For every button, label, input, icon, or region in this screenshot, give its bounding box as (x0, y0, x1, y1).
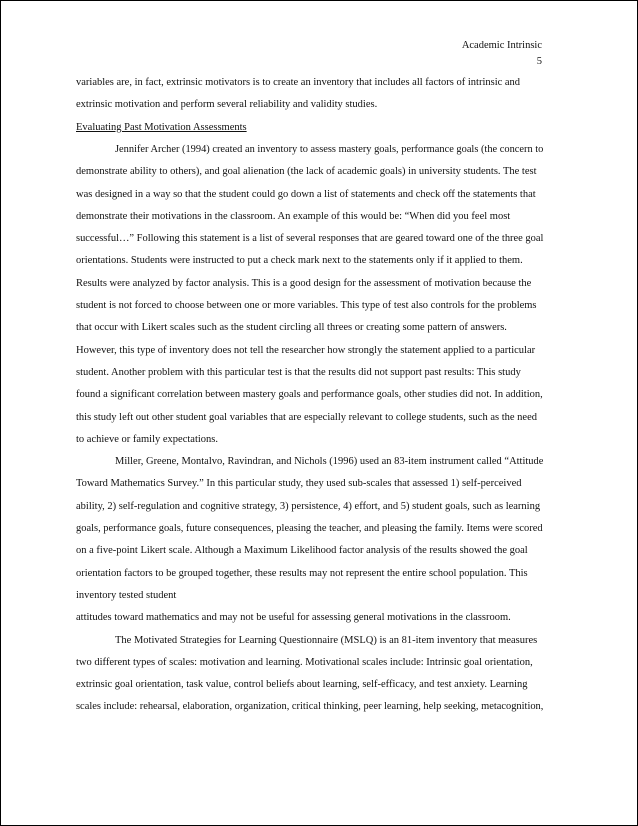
body-line: that occur with Likert scales such as the student circling all threes or creating some pattern of answers. (76, 322, 507, 334)
body-line: inventory tested student (76, 589, 177, 601)
body-line: student is not forced to choose between one or more variables. This type of test also controls for the problems (76, 300, 537, 311)
body-line: scales include: rehearsal, elaboration, organization, critical thinking, peer learning, help seeking, metacognition, (76, 701, 544, 713)
body-line: extrinsic goal orientation, task value, control beliefs about learning, self-efficacy, and test anxiety. Learning (76, 679, 528, 691)
running-head-title: Academic Intrinsic (461, 40, 542, 51)
body-line: The Motivated Strategies for Learning Questionnaire (MSLQ) is an 81-item inventory that measures (115, 634, 538, 646)
body-line: to achieve or family expectations. (76, 433, 218, 445)
section-heading: Evaluating Past Motivation Assessments (76, 121, 247, 133)
body-line: extrinsic motivation and perform several reliability and validity studies. (76, 99, 378, 111)
body-line: was designed in a way so that the student could go down a list of statements and check off the statements that (76, 188, 536, 200)
body-line: ability, 2) self-regulation and cognitive strategy, 3) persistence, 4) effort, and 5) student goals, such as learning (76, 500, 541, 512)
body-line: Results were analyzed by factor analysis. This is a good design for the assessment of motivation because the (76, 277, 532, 289)
body-line: demonstrate ability to others), and goal alienation (the lack of academic goals) in university students. The test (76, 166, 537, 178)
body-line: Miller, Greene, Montalvo, Ravindran, and Nichols (1996) used an 83-item instrument called “Attitude (115, 456, 544, 468)
body-line: successful…” Following this statement is a list of several responses that are geared toward one of the three goal (76, 233, 544, 245)
body-line: found a significant correlation between mastery goals and performance goals, other studies did not. In addition, (76, 389, 543, 401)
body-line: demonstrate their motivations in the classroom. An example of this would be: “When did you feel most (76, 210, 511, 222)
body-line: two different types of scales: motivation and learning. Motivational scales include: Intrinsic goal orientation, (76, 656, 533, 668)
body-line: Toward Mathematics Survey.” In this particular study, they used sub-scales that assessed 1) self-perceived (76, 478, 522, 490)
body-line: variables are, in fact, extrinsic motivators is to create an inventory that includes all factors of intrinsic and (76, 77, 521, 88)
running-head (462, 38, 542, 70)
body-line: orientation factors to be grouped together, these results may not represent the entire school population. This (76, 567, 528, 579)
page-number: 5 (536, 56, 542, 67)
body-line: this study left out other student goal variables that are especially relevant to college students, such as the need (76, 411, 537, 423)
body-line: student. Another problem with this particular test is that the results did not support past results: This study (76, 366, 521, 378)
body-line: attitudes toward mathematics and may not be useful for assessing general motivations in the classroom. (76, 612, 511, 624)
body-line: However, this type of inventory does not tell the researcher how strongly the statement applied to a particular (76, 344, 536, 356)
body-line: orientations. Students were instructed to put a check mark next to the statements only if it applied to them. (76, 255, 523, 267)
body-line: Jennifer Archer (1994) created an inventory to assess mastery goals, performance goals (the concern to (115, 143, 544, 155)
body-line: goals, performance goals, future consequences, pleasing the teacher, and pleasing the family. Items were scored (76, 523, 543, 534)
body-line: on a five-point Likert scale. Although a Maximum Likelihood factor analysis of the results showed the goal (76, 545, 528, 557)
